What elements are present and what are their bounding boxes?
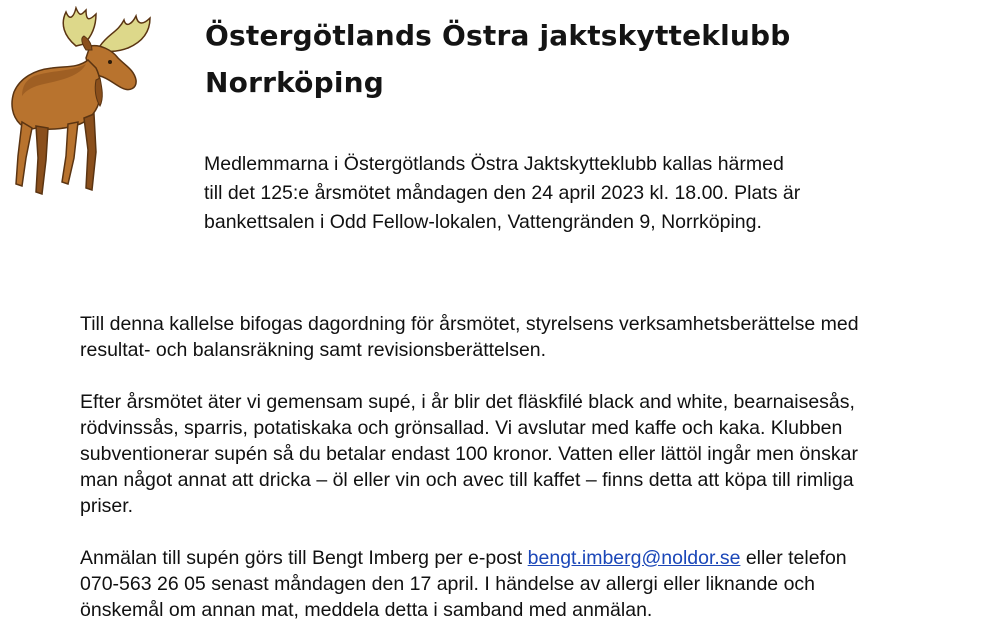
paragraph-line: 070-563 26 05 senast måndagen den 17 april. I händelse av allergi eller liknande och (80, 573, 816, 595)
registration-text: Anmälan till supén görs till Bengt Imberg per e-post (80, 547, 528, 569)
registration-paragraph (80, 545, 847, 623)
registration-text: eller telefon (740, 547, 847, 569)
club-title-line-1: Östergötlands Östra jaktskytteklubb (205, 19, 791, 52)
intro-line: bankettsalen i Odd Fellow-lokalen, Vattengränden 9, Norrköping. (204, 211, 762, 233)
paragraph-line: Efter årsmötet äter vi gemensam supé, i år blir det fläskfilé black and white, bearnaisesås, (80, 391, 855, 413)
paragraph-line: Till denna kallelse bifogas dagordning för årsmötet, styrelsens verksamhetsberättelse med (80, 313, 859, 335)
paragraph-line (80, 545, 847, 571)
dinner-paragraph (80, 389, 858, 519)
intro-line: till det 125:e årsmötet måndagen den 24 april 2023 kl. 18.00. Plats är (204, 182, 801, 204)
paragraph-line: resultat- och balansräkning samt revisionsberättelsen. (80, 339, 547, 361)
club-title (205, 12, 791, 106)
paragraph-line: priser. (80, 495, 134, 517)
intro-line: Medlemmarna i Östergötlands Östra Jaktskytteklubb kallas härmed (204, 153, 784, 175)
invitation-intro (204, 150, 884, 237)
paragraph-line: rödvinssås, sparris, potatiskaka och grönsallad. Vi avslutar med kaffe och kaka. Klubben (80, 417, 843, 439)
club-title-line-2: Norrköping (205, 66, 385, 99)
moose-icon (4, 6, 164, 202)
attachments-paragraph (80, 311, 859, 363)
paragraph-line: subventionerar supén så du betalar endast 100 kronor. Vatten eller lättöl ingår men önskar (80, 443, 858, 465)
email-link[interactable]: bengt.imberg@noldor.se (527, 547, 741, 569)
paragraph-line: önskemål om annan mat, meddela detta i samband med anmälan. (80, 599, 653, 621)
paragraph-line: man något annat att dricka – öl eller vin och avec till kaffet – finns detta att köpa till rimliga (80, 469, 854, 491)
